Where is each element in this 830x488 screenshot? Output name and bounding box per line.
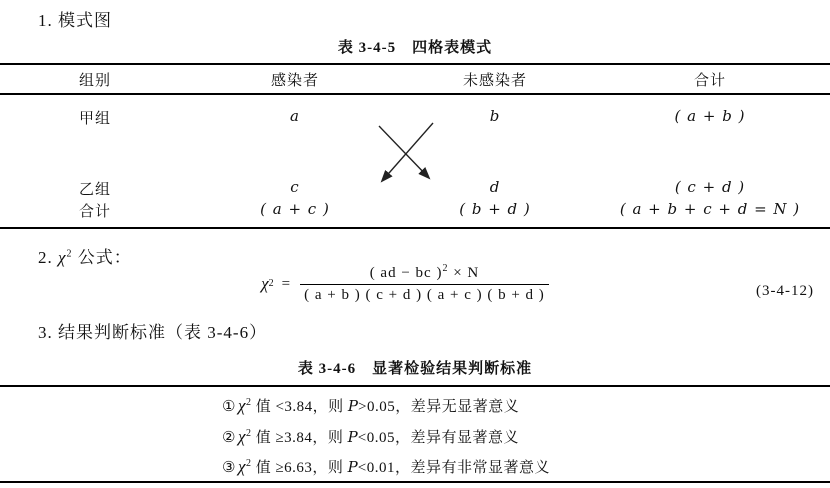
criteria-condition: 值 ≥3.84，则: [251, 430, 348, 446]
formula-chi-symbol: χ: [261, 274, 269, 293]
p-symbol: P: [347, 428, 358, 446]
col-header-total: 合计: [693, 72, 726, 89]
section-2-label: 公式：: [72, 248, 132, 267]
chi-symbol: χ: [58, 248, 67, 267]
numerator-base: ( ad − bc ): [369, 265, 443, 281]
cell-c: c: [290, 178, 300, 196]
section-2-number: 2.: [38, 248, 58, 267]
col-header-not-infected: 未感染者: [462, 72, 527, 89]
criteria-condition: 值 ≥6.63，则: [251, 460, 348, 476]
cell-grand-total: ( a + b + c + d = N ): [619, 200, 801, 218]
numerator-superscript: 2: [442, 263, 449, 274]
criteria-row-1: [222, 395, 519, 415]
criteria-row-3: [222, 456, 550, 476]
equation-number: (3-4-12): [756, 283, 814, 299]
criteria-condition: 值 <3.84，则: [251, 399, 348, 415]
fourfold-table: [0, 63, 830, 229]
criteria-row-2: [222, 426, 519, 446]
numerator-tail: × N: [448, 265, 480, 281]
chi-superscript: 2: [245, 428, 252, 439]
criteria-conclusion: <0.05，差异有显著意义: [357, 430, 519, 446]
fraction-denominator: ( a + b ) ( c + d ) ( a + c ) ( b + d ): [304, 287, 545, 303]
p-symbol: P: [347, 397, 358, 415]
row-b-label: 乙组: [78, 182, 111, 198]
circled-3: ③: [222, 460, 236, 476]
row-total-label: 合计: [78, 204, 111, 220]
cell-b: b: [489, 107, 501, 125]
col-header-infected: 感染者: [270, 72, 319, 89]
cell-a: a: [290, 107, 300, 125]
chi-symbol: χ: [237, 457, 246, 476]
chi-superscript: 2: [245, 458, 252, 469]
table-row: [0, 178, 830, 198]
circled-2: ②: [222, 430, 236, 446]
chi-symbol: χ: [237, 427, 246, 446]
fraction-numerator: [300, 264, 549, 285]
cell-b-plus-d: ( b + d ): [459, 200, 531, 218]
cell-d: d: [489, 178, 501, 196]
criteria-conclusion: >0.05，差异无显著意义: [358, 399, 520, 415]
cell-c-plus-d: ( c + d ): [674, 178, 746, 196]
p-symbol: P: [347, 458, 358, 476]
chi-symbol: χ: [237, 396, 246, 415]
fourfold-table-header-row: [0, 65, 830, 95]
table1-caption: 表 3-4-5 四格表模式: [337, 40, 493, 56]
section-3-heading: 3. 结果判断标准（表 3-4-6）: [38, 323, 268, 342]
fraction: [300, 264, 549, 304]
table2-caption: 表 3-4-6 显著检验结果判断标准: [297, 361, 533, 377]
criteria-conclusion: <0.01，差异有非常显著意义: [357, 460, 550, 476]
cell-a-plus-c: ( a + c ): [260, 200, 330, 218]
cell-a-plus-b: ( a + b ): [674, 107, 746, 125]
chi-superscript: 2: [66, 248, 73, 260]
chi-square-formula: [0, 264, 830, 304]
row-a-label: 甲组: [78, 111, 111, 127]
col-header-group: 组别: [78, 72, 111, 89]
equals-sign: =: [281, 275, 291, 292]
chi-superscript: 2: [245, 397, 252, 408]
section-1-heading: 1. 模式图: [38, 11, 112, 30]
formula-chi-superscript: 2: [268, 278, 274, 289]
criteria-table: [0, 385, 830, 483]
circled-1: ①: [222, 399, 236, 415]
table-row: [0, 200, 830, 220]
